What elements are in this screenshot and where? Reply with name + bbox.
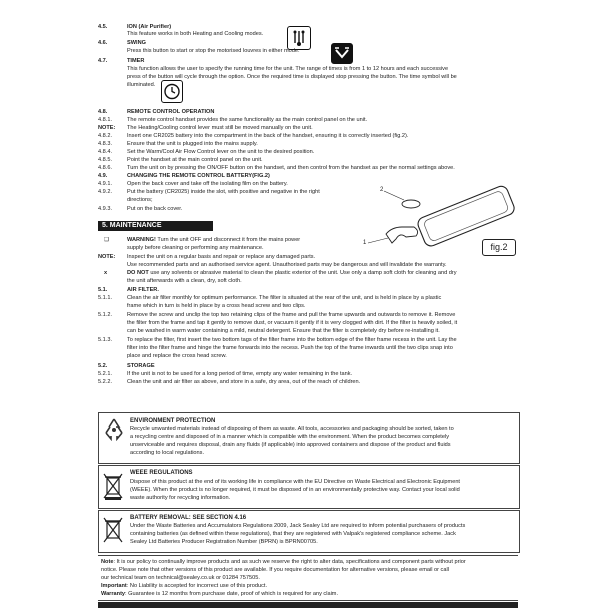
step-number: 5.1.2.: [98, 312, 112, 318]
weee-text: waste authority for recycling information.: [130, 495, 231, 501]
footer-note-label: Note: [101, 559, 114, 565]
footer-important-text: : No Liability is accepted for incorrect use of this product.: [126, 583, 268, 589]
battery-removal-title: BATTERY REMOVAL: SEE SECTION 4.16: [130, 515, 247, 521]
timer-text-line: press of the button will cycle through the option. Once the required time is displayed stop pressing the button. The time symbol will be: [127, 74, 457, 80]
item-number: 4.5.: [98, 24, 108, 30]
footer-important-label: Important: [101, 583, 127, 589]
weee-text: (WEEE). When the product is no longer required, it must be disposed of in an environmentally protective way. Contact your local solid: [130, 487, 460, 493]
crossed-bin-icon: [102, 515, 124, 545]
step-number: 4.8.3.: [98, 141, 112, 147]
step-text: frame which in turn is held in place by a cross head screw and two clips.: [127, 303, 306, 309]
battery-removal-text: Sealey Ltd Batteries Producer Registration Number (BPRN) is BPRN00705.: [130, 539, 318, 545]
step-text: directions;: [127, 197, 153, 203]
warning-label: WARNING!: [127, 237, 156, 243]
callout-1: 1: [363, 240, 367, 246]
environment-text: a recycling centre and disposed of in a manner which is compatible with the environment. When the product becomes completely: [130, 434, 450, 440]
item-number: 4.9.: [98, 173, 108, 179]
environment-protection-box: [98, 412, 520, 464]
footer-warranty-label: Warranty: [101, 591, 126, 597]
step-text: filter into the filter frame and hinge the frame forwards into the recess. Push the top of the frame inwards until the two clips snap into: [127, 345, 453, 351]
step-number: 4.9.3.: [98, 206, 112, 212]
footer-note-text: notice. Please note that other versions of this product are available. If you require documentation for alternative versions, please email or call: [101, 567, 449, 573]
step-number: 5.1.3.: [98, 337, 112, 343]
step-text: Clean the unit and air filter as above, and store in a safe, dry area, out of the reach of children.: [127, 379, 361, 385]
footer-warranty-text: : Guarantee is 12 months from purchase date, proof of which is required for any claim.: [125, 591, 339, 597]
remote-title: REMOTE CONTROL OPERATION: [127, 109, 215, 115]
storage-title: STORAGE: [127, 363, 155, 369]
swing-text: Press this button to start or stop the motorised louvres in either mode.: [127, 48, 300, 54]
bottom-bar: [98, 602, 518, 608]
footer-note-text: : It is our policy to continually improve products and as such we reserve the right to alter data, specifications and component parts without prior: [113, 559, 466, 565]
item-number: 4.6.: [98, 40, 108, 46]
step-text: the filter from the frame and tap it gently to remove dust, or vacuum it gently if it is very clogged with dirt. If the filter is heavily soiled, it: [127, 320, 458, 326]
footer-note-text: our technical team on technical@sealey.co.uk or 01284 757505.: [101, 575, 260, 581]
figure-2-remote-battery: [362, 183, 520, 259]
battery-removal-text: Under the Waste Batteries and Accumulators Regulations 2009, Jack Sealey Ltd are required to inform potential purchasers of products: [130, 523, 466, 529]
step-text: To replace the filter, first insert the two bottom tags of the filter frame into the bottom edge of the filter frame recess in the unit. Lay the: [127, 337, 457, 343]
environment-text: according to local regulations.: [130, 450, 205, 456]
environment-title: ENVIRONMENT PROTECTION: [130, 418, 216, 424]
step-number: 4.8.2.: [98, 133, 112, 139]
dont-text: the unit afterwards with a clean, dry, soft cloth.: [127, 278, 242, 284]
step-text: place and replace the cross head screw.: [127, 353, 227, 359]
timer-title: TIMER: [127, 58, 145, 64]
figure-label: fig.2: [482, 239, 516, 256]
step-number: 4.9.1.: [98, 181, 112, 187]
step-number: 5.2.2.: [98, 379, 112, 385]
step-text: can be washed in warm water containing a mild, neutral detergent. Ensure that the filter is completely dry before re-installing it.: [127, 328, 440, 334]
step-text: Put on the back cover.: [127, 206, 183, 212]
step-number: 4.9.2.: [98, 189, 112, 195]
crossed-bin-icon: [102, 471, 124, 501]
warning-text: supply before cleaning or performing any maintenance.: [127, 245, 264, 251]
recycle-icon: [102, 417, 126, 441]
item-number: 4.8.: [98, 109, 108, 115]
step-text: Open the back cover and take off the isolating film on the battery.: [127, 181, 288, 187]
clock-icon: [161, 80, 183, 103]
item-number: 4.7.: [98, 58, 108, 64]
ion-icon: [287, 26, 311, 50]
timer-text-line: illuminated.: [127, 82, 156, 88]
battery-removal-text: containing batteries (as defined within these regulations), that they are registered with Valpak's registered compliance scheme. Jack: [130, 531, 456, 537]
timer-text-line: This function allows the user to specify the running time for the unit. The range of times is from 1 to 12 hours and each successive: [127, 66, 449, 72]
ion-text: This feature works in both Heating and Cooling modes.: [127, 31, 264, 37]
step-number: 5.1.1.: [98, 295, 112, 301]
step-text: The remote control handset provides the same functionality as the main control panel on the unit.: [127, 117, 368, 123]
note-label: NOTE:: [98, 125, 116, 131]
section-title-maintenance: 5. MAINTENANCE: [98, 221, 213, 231]
step-text: Point the handset at the main control panel on the unit.: [127, 157, 263, 163]
environment-text: unserviceable and requires disposal, drain any fluids (if applicable) into approved containers and dispose of the product and fluids: [130, 442, 451, 448]
note-label: NOTE:: [98, 254, 116, 260]
battery-removal-box: [98, 510, 520, 553]
weee-box: [98, 465, 520, 509]
step-text: Remove the screw and unclip the top two retaining clips of the frame and pull the frame upwards and outwards to remove it. Remove: [127, 312, 456, 318]
step-text: Clean the air filter monthly for optimum performance. The filter is situated at the rear of the unit, and is held in place by a plastic: [127, 295, 442, 301]
weee-text: Dispose of this product at the end of its working life in compliance with the EU Directive on Waste Electrical and Electronic Equipment: [130, 479, 460, 485]
ion-title: ION (Air Purifier): [127, 24, 172, 30]
dont-text: use any solvents or abrasive material to clean the plastic exterior of the unit. Use only a damp soft cloth for cleaning and dry: [148, 270, 457, 276]
callout-2: 2: [380, 187, 384, 193]
step-text: Set the Warm/Cool Air Flow Control lever on the unit to the desired position.: [127, 149, 315, 155]
step-text: Ensure that the unit is plugged into the mains supply.: [127, 141, 258, 147]
step-text: Insert one CR2025 battery into the compartment in the back of the handset, ensuring it is correctly inserted (fig.2).: [127, 133, 409, 139]
step-number: 4.8.1.: [98, 117, 112, 123]
step-text: If the unit is not to be used for a long period of time, empty any water remaining in the tank.: [127, 371, 353, 377]
swing-icon: [331, 43, 353, 64]
step-number: 4.8.5.: [98, 157, 112, 163]
air-filter-title: AIR FILTER.: [127, 287, 159, 293]
step-text: The Heating/Cooling control lever must still be moved manually on the unit.: [127, 125, 313, 131]
item-number: 5.1.: [98, 287, 108, 293]
step-text: Put the battery (CR2025) inside the slot, with positive and negative in the right: [127, 189, 320, 195]
warning-bullet: ❑: [104, 237, 110, 243]
dont-label: DO NOT: [127, 270, 149, 276]
weee-title: WEEE REGULATIONS: [130, 470, 193, 476]
battery-change-title: CHANGING THE REMOTE CONTROL BATTERY(FIG.2): [127, 173, 270, 179]
step-number: 5.2.1.: [98, 371, 112, 377]
note-text: Use recommended parts and an authorised service agent. Unauthorised parts may be dangerous and will invalidate the warranty.: [127, 262, 447, 268]
step-number: 4.8.4.: [98, 149, 112, 155]
dont-bullet: x: [104, 270, 108, 276]
step-number: 4.8.6.: [98, 165, 112, 171]
item-number: 5.2.: [98, 363, 108, 369]
environment-text: Recycle unwanted materials instead of disposing of them as waste. All tools, accessories and packaging should be sorted, taken to: [130, 426, 454, 432]
note-text: Inspect the unit on a regular basis and repair or replace any damaged parts.: [127, 254, 316, 260]
swing-title: SWING: [127, 40, 146, 46]
step-text: Turn the unit on by pressing the ON/OFF button on the handset, and then control from the handset as per the normal settings above.: [127, 165, 455, 171]
footer-notes: [98, 555, 518, 601]
warning-text: Turn the unit OFF and disconnect it from the mains power: [155, 237, 301, 243]
